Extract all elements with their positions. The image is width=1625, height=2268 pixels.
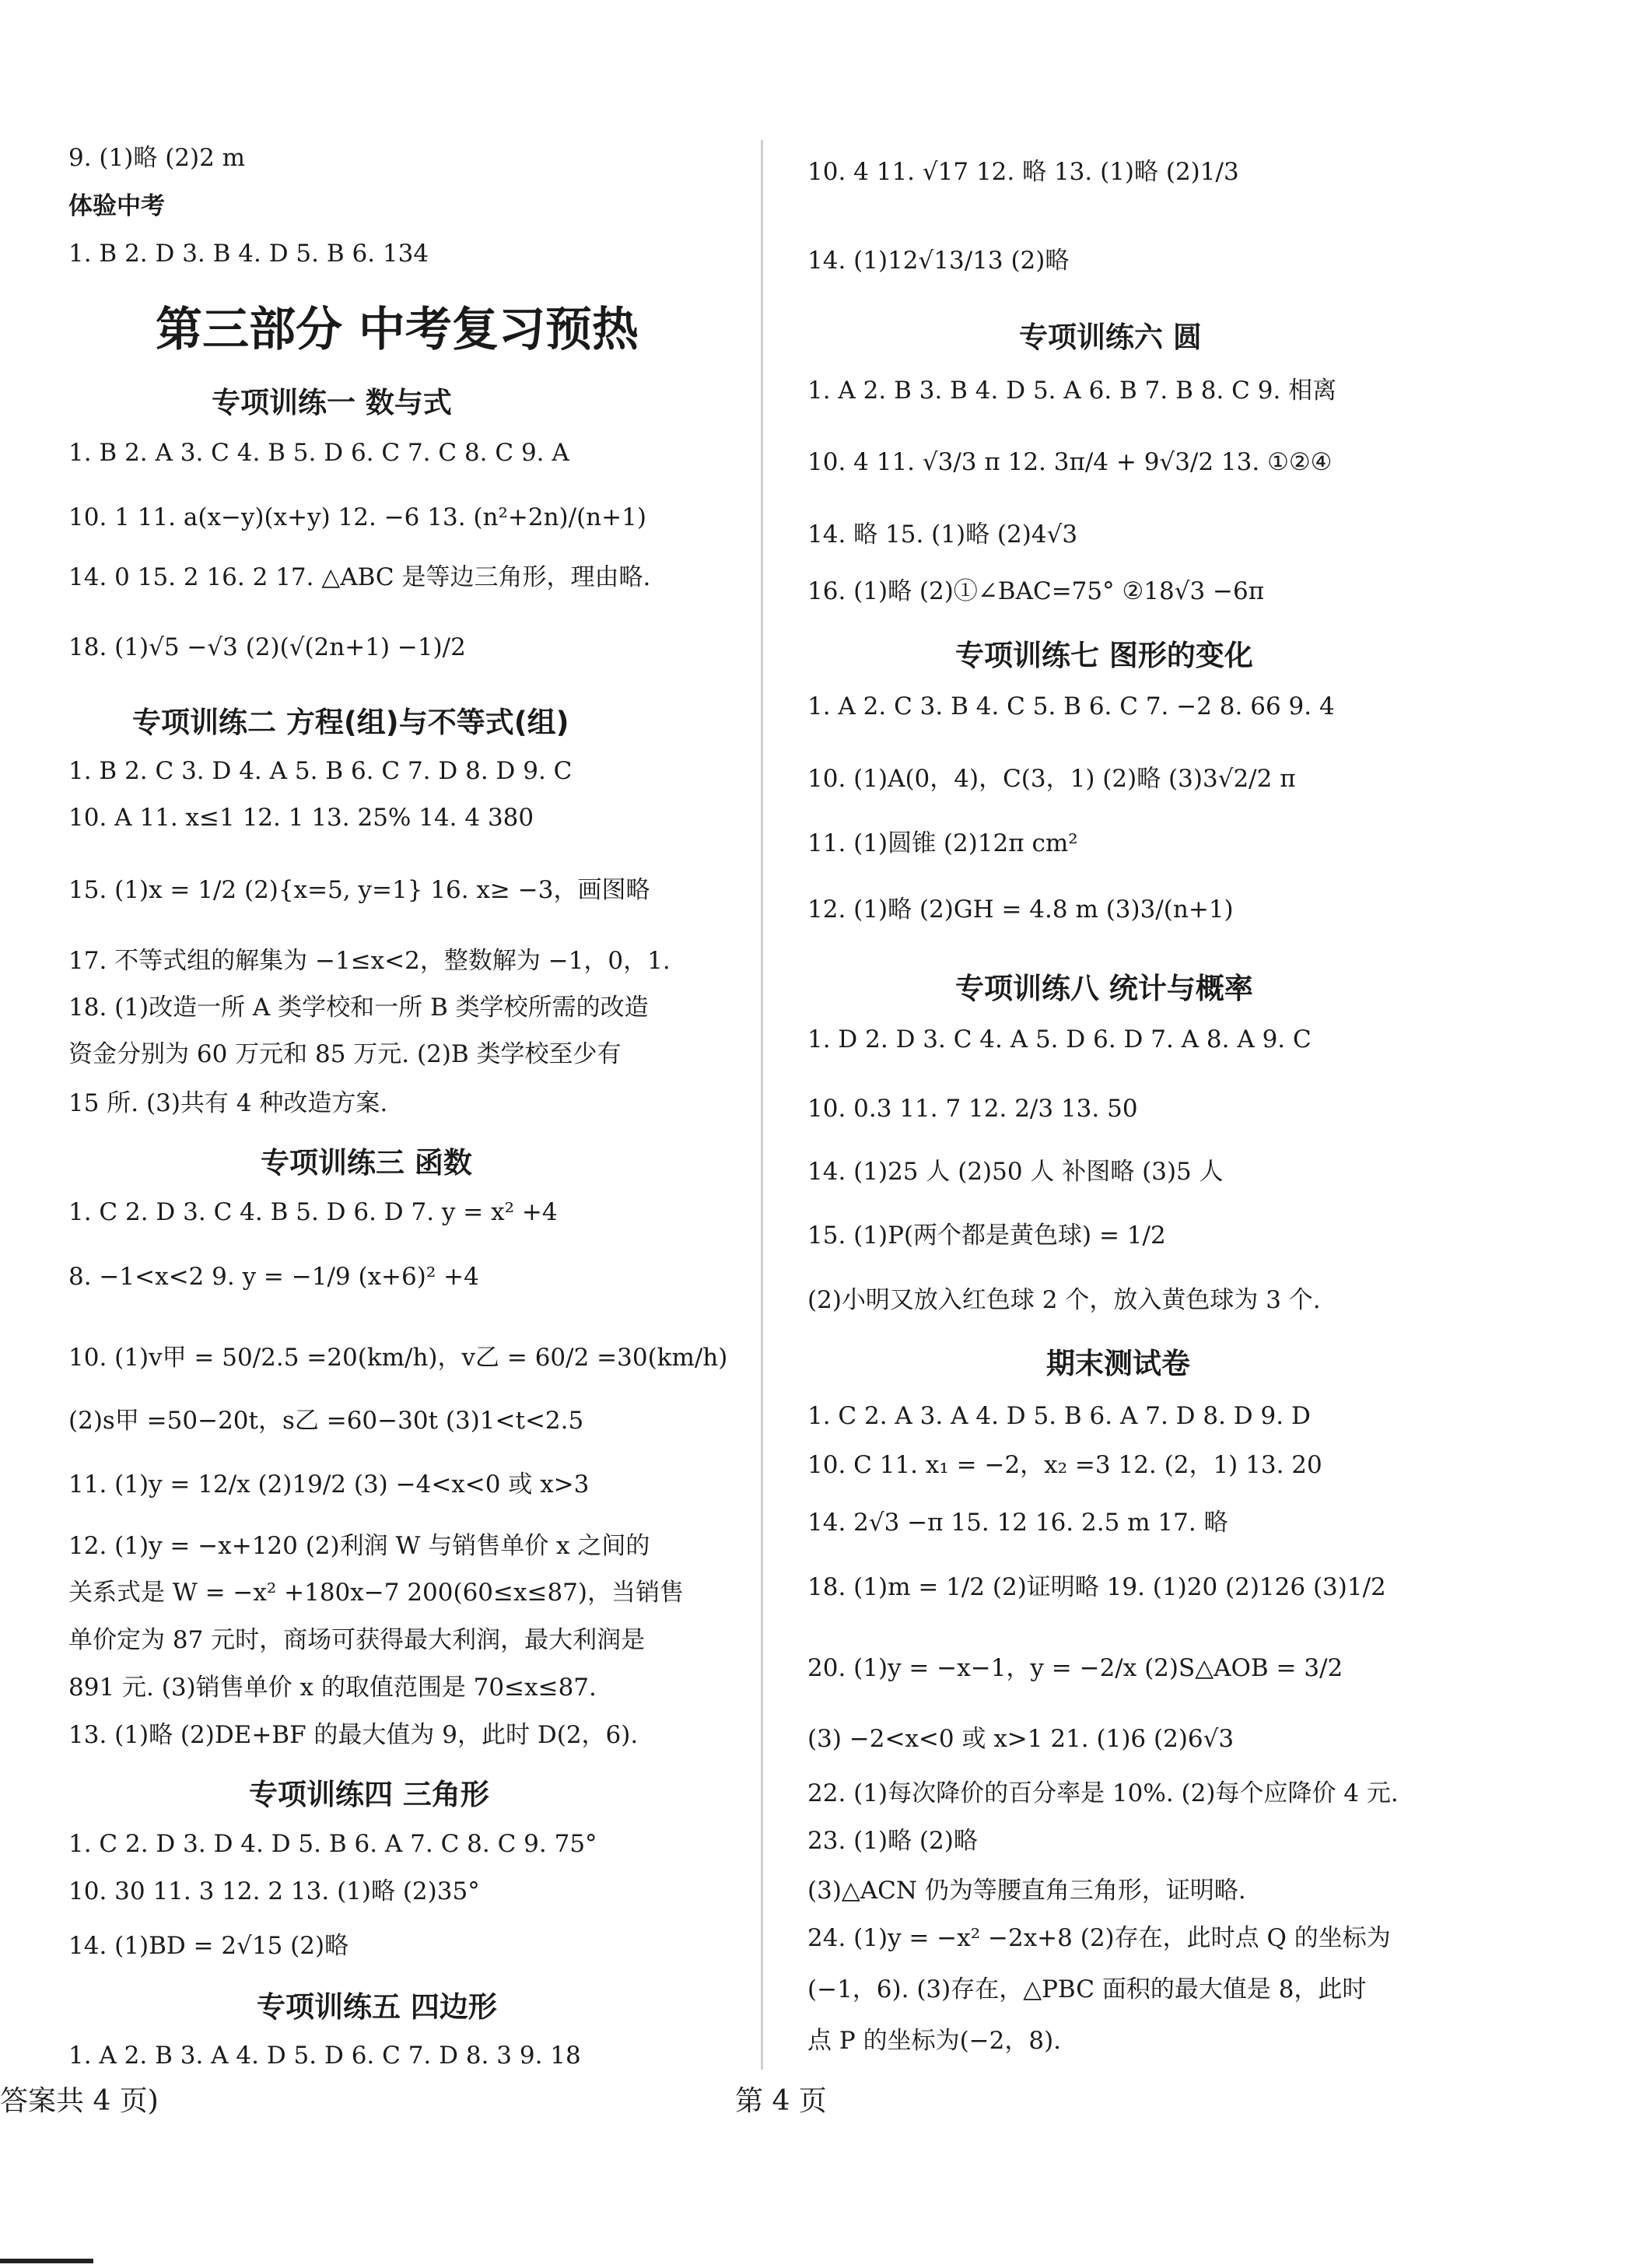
answer-line: 关系式是 W = −x² +180x−7 200(60≤x≤87)，当销售 [68, 1579, 684, 1607]
section-title: 专项训练三 函数 [261, 1146, 472, 1180]
answer-line: (3) −2<x<0 或 x>1 21. (1)6 (2)6√3 [807, 1725, 1235, 1753]
answer-line: 1. A 2. C 3. B 4. C 5. B 6. C 7. −2 8. 66 9. 4 [807, 692, 1335, 720]
answer-line: 1. A 2. B 3. B 4. D 5. A 6. B 7. B 8. C 9. 相离 [807, 377, 1337, 405]
answer-line: 8. −1<x<2 9. y = −1/9 (x+6)² +4 [68, 1263, 479, 1291]
answer-line: 10. 1 11. a(x−y)(x+y) 12. −6 13. (n²+2n)/(n+1) [68, 503, 646, 531]
section-title: 专项训练六 圆 [1019, 321, 1202, 354]
answer-line: 23. (1)略 (2)略 [807, 1827, 978, 1855]
section-title: 专项训练八 统计与概率 [955, 972, 1253, 1005]
answer-line: 1. B 2. A 3. C 4. B 5. D 6. C 7. C 8. C 9. A [68, 439, 569, 467]
answer-line: 1. B 2. D 3. B 4. D 5. B 6. 134 [68, 240, 429, 268]
answer-line: 10. (1)v甲 = 50/2.5 =20(km/h)，v乙 = 60/2 =30(km/h) [68, 1344, 728, 1372]
answer-line: 22. (1)每次降价的百分率是 10%. (2)每个应降价 4 元. [807, 1779, 1399, 1807]
section-title: 专项训练四 三角形 [249, 1778, 489, 1811]
answer-line: (−1，6). (3)存在，△PBC 面积的最大值是 8，此时 [807, 1975, 1367, 2003]
answer-line: (3)△ACN 仍为等腰直角三角形，证明略. [807, 1877, 1246, 1905]
answer-line: 13. (1)略 (2)DE+BF 的最大值为 9，此时 D(2，6). [68, 1721, 639, 1749]
answer-line: 12. (1)y = −x+120 (2)利润 W 与销售单价 x 之间的 [68, 1532, 650, 1560]
answer-line: 1. B 2. C 3. D 4. A 5. B 6. C 7. D 8. D 9. C [68, 757, 573, 785]
section-title: 专项训练五 四边形 [257, 1990, 497, 2024]
answer-line: 11. (1)y = 12/x (2)19/2 (3) −4<x<0 或 x>3 [68, 1471, 590, 1499]
answer-line: 15. (1)P(两个都是黄色球) = 1/2 [807, 1222, 1166, 1250]
section-heading-tiyan: 体验中考 [68, 192, 165, 220]
answer-line: 891 元. (3)销售单价 x 的取值范围是 70≤x≤87. [68, 1674, 597, 1702]
answer-line: 单价定为 87 元时，商场可获得最大利润，最大利润是 [68, 1626, 646, 1654]
answer-line: 14. (1)BD = 2√15 (2)略 [68, 1932, 349, 1960]
column-divider [761, 140, 763, 2070]
answer-line: 15. (1)x = 1/2 (2){x=5, y=1} 16. x≥ −3，画图略 [68, 876, 650, 904]
answer-line: 14. 2√3 −π 15. 12 16. 2.5 m 17. 略 [807, 1509, 1228, 1537]
section-title: 专项训练七 图形的变化 [955, 639, 1253, 672]
answer-line: 14. (1)25 人 (2)50 人 补图略 (3)5 人 [807, 1158, 1224, 1186]
answer-line: 10. 4 11. √17 12. 略 13. (1)略 (2)1/3 [807, 158, 1239, 186]
answer-line: 15 所. (3)共有 4 种改造方案. [68, 1089, 388, 1117]
answer-line: 18. (1)m = 1/2 (2)证明略 19. (1)20 (2)126 (3)1/2 [807, 1573, 1386, 1601]
answer-line: 10. 30 11. 3 12. 2 13. (1)略 (2)35° [68, 1877, 480, 1905]
answer-line: 10. (1)A(0，4)，C(3，1) (2)略 (3)3√2/2 π [807, 765, 1296, 793]
footer-page-count: 答案共 4 页) [0, 2085, 159, 2117]
answer-line: 点 P 的坐标为(−2，8). [807, 2027, 1062, 2055]
answer-line: 10. C 11. x₁ = −2，x₂ =3 12. (2，1) 13. 20 [807, 1451, 1322, 1479]
answer-line: 10. A 11. x≤1 12. 1 13. 25% 14. 4 380 [68, 804, 534, 832]
answer-line: 14. 略 15. (1)略 (2)4√3 [807, 521, 1078, 549]
answer-line: 14. 0 15. 2 16. 2 17. △ABC 是等边三角形，理由略. [68, 563, 651, 591]
answer-line: 18. (1)改造一所 A 类学校和一所 B 类学校所需的改造 [68, 994, 649, 1022]
answer-line: (2)s甲 =50−20t，s乙 =60−30t (3)1<t<2.5 [68, 1407, 584, 1435]
section-title: 专项训练二 方程(组)与不等式(组) [132, 706, 569, 739]
answer-line: 14. (1)12√13/13 (2)略 [807, 247, 1070, 275]
answer-line: 11. (1)圆锥 (2)12π cm² [807, 829, 1078, 857]
answer-line: 20. (1)y = −x−1，y = −2/x (2)S△AOB = 3/2 [807, 1654, 1343, 1682]
section-title: 期末测试卷 [1046, 1347, 1190, 1380]
answer-line: 12. (1)略 (2)GH = 4.8 m (3)3/(n+1) [807, 896, 1234, 924]
answer-line: 1. D 2. D 3. C 4. A 5. D 6. D 7. A 8. A 9. C [807, 1025, 1312, 1053]
answer-line: 24. (1)y = −x² −2x+8 (2)存在，此时点 Q 的坐标为 [807, 1924, 1391, 1952]
part-title: 第三部分 中考复习预热 [156, 303, 639, 357]
bottom-rule [0, 2259, 93, 2263]
answer-line: 资金分别为 60 万元和 85 万元. (2)B 类学校至少有 [68, 1040, 622, 1068]
answer-line: 9. (1)略 (2)2 m [68, 144, 246, 172]
answer-line: 1. C 2. D 3. D 4. D 5. B 6. A 7. C 8. C 9. 75° [68, 1830, 597, 1858]
answer-line: 1. C 2. D 3. C 4. B 5. D 6. D 7. y = x² +4 [68, 1198, 558, 1226]
section-title: 专项训练一 数与式 [212, 386, 452, 419]
answer-line: 16. (1)略 (2)①∠BAC=75° ②18√3 −6π [807, 577, 1265, 605]
answer-line: 1. A 2. B 3. A 4. D 5. D 6. C 7. D 8. 3 9. 18 [68, 2042, 581, 2070]
answer-line: 1. C 2. A 3. A 4. D 5. B 6. A 7. D 8. D 9. D [807, 1402, 1311, 1430]
footer-page-number: 第 4 页 [735, 2085, 827, 2117]
answer-line: (2)小明又放入红色球 2 个，放入黄色球为 3 个. [807, 1286, 1321, 1314]
answer-line: 17. 不等式组的解集为 −1≤x<2，整数解为 −1，0，1. [68, 947, 671, 975]
answer-line: 10. 0.3 11. 7 12. 2/3 13. 50 [807, 1095, 1138, 1123]
answer-line: 18. (1)√5 −√3 (2)(√(2n+1) −1)/2 [68, 633, 466, 661]
answer-line: 10. 4 11. √3/3 π 12. 3π/4 + 9√3/2 13. ①②④ [807, 448, 1333, 476]
